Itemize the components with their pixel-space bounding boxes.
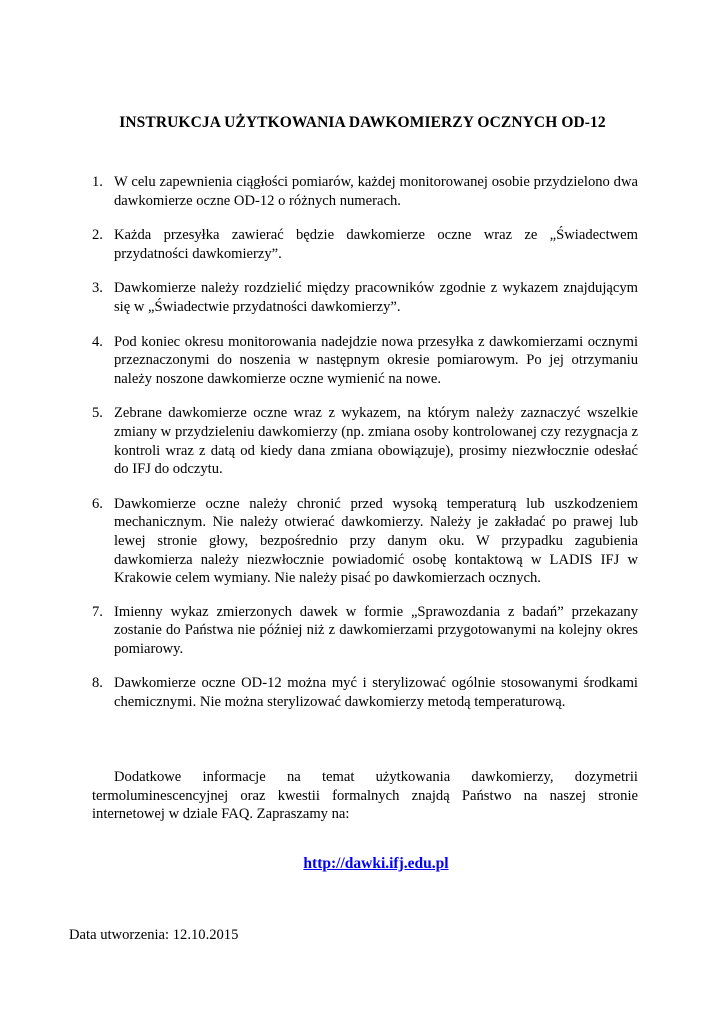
- instruction-list: [92, 173, 638, 728]
- item-number: 7.: [92, 603, 103, 620]
- item-text: Dawkomierze należy rozdzielić między pracowników zgodnie z wykazem znajdującym się w „Świadectwie przydatności dawkomierzy”.: [114, 280, 638, 315]
- item-text: Imienny wykaz zmierzonych dawek w formie „Sprawozdania z badań” przekazany zostanie do Państwa nie później niż z dawkomierzami przygotowanymi na kolejny okres pomiarowy.: [114, 603, 638, 657]
- website-link[interactable]: http://dawki.ifj.edu.pl: [303, 855, 449, 872]
- list-item: [92, 279, 638, 316]
- item-number: 4.: [92, 333, 103, 350]
- list-item: [92, 226, 638, 263]
- additional-info-paragraph: Dodatkowe informacje na temat użytkowania dawkomierzy, dozymetrii termoluminescencyjnej oraz kwestii formalnych znajdą Państwo na naszej stronie internetowej w dziale FAQ. Zapraszamy na:: [92, 769, 638, 823]
- item-number: 5.: [92, 405, 103, 422]
- item-text: Pod koniec okresu monitorowania nadejdzie nowa przesyłka z dawkomierzami ocznymi przeznaczonymi do noszenia w następnym okresie pomiarowym. Po jej otrzymaniu należy noszone dawkomierze oczne wymienić na nowe.: [114, 333, 638, 387]
- list-item: [92, 495, 638, 588]
- item-number: 3.: [92, 280, 103, 297]
- creation-date: Data utworzenia: 12.10.2015: [69, 927, 239, 943]
- item-text: W celu zapewnienia ciągłości pomiarów, każdej monitorowanej osobie przydzielono dwa dawkomierze oczne OD-12 o różnych numerach.: [114, 174, 638, 209]
- list-item: [92, 603, 638, 659]
- list-item: [92, 404, 638, 478]
- document-title: INSTRUKCJA UŻYTKOWANIA DAWKOMIERZY OCZNYCH OD-12: [119, 114, 606, 131]
- list-item: [92, 173, 638, 210]
- item-text: Każda przesyłka zawierać będzie dawkomierze oczne wraz ze „Świadectwem przydatności dawkomierzy”.: [114, 227, 638, 262]
- item-number: 2.: [92, 227, 103, 244]
- item-text: Dawkomierze oczne OD-12 można myć i sterylizować ogólnie stosowanymi środkami chemicznymi. Nie można sterylizować dawkomierzy metodą temperaturową.: [114, 675, 638, 711]
- item-text: Zebrane dawkomierze oczne wraz z wykazem, na którym należy zaznaczyć wszelkie zmiany w przydzieleniu dawkomierzy (np. zmiana osoby kontrolowanej czy rezygnacja z kontroli wraz z datą od kiedy dana zmiana obowiązuje), prosimy niezwłocznie odesłać do IFJ do odczytu.: [114, 405, 638, 478]
- item-number: 6.: [92, 495, 103, 512]
- item-number: 8.: [92, 675, 103, 692]
- item-text: Dawkomierze oczne należy chronić przed wysoką temperaturą lub uszkodzeniem mechanicznym. Nie należy otwierać dawkomierzy. Należy je zakładać po prawej lub lewej stronie głowy, bezpośrednio przy danym oku. W przypadku zagubienia dawkomierza należy niezwłocznie powiadomić osobę kontaktową w LADIS IFJ w Krakowie celem wymiany. Nie należy pisać po dawkomierzach ocznych.: [114, 495, 638, 587]
- item-number: 1.: [92, 174, 103, 190]
- list-item: [92, 674, 638, 711]
- list-item: [92, 333, 638, 389]
